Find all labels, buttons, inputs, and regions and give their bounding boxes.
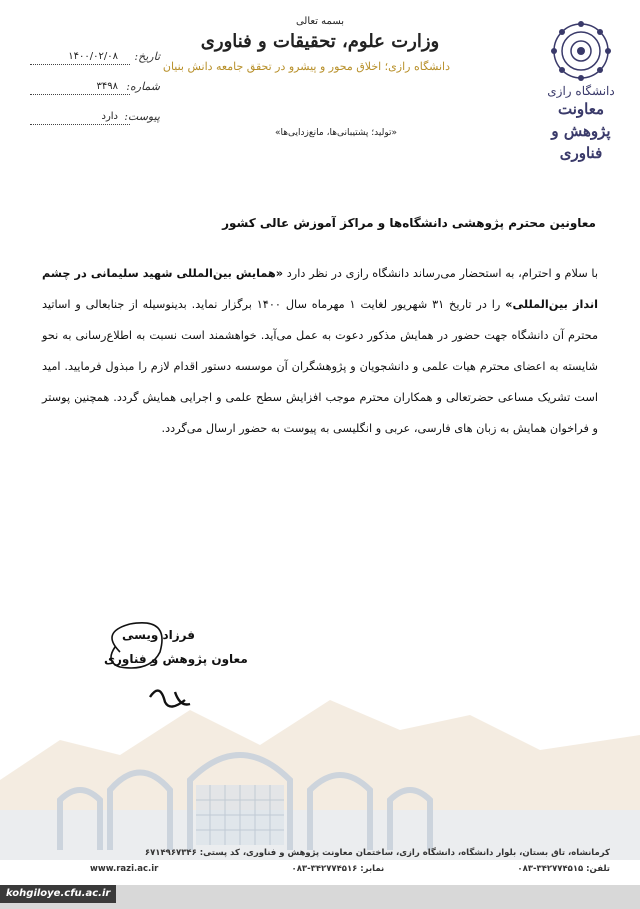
year-motto: «تولید؛ پشتیبانی‌ها، مانع‌زدایی‌ها» bbox=[275, 128, 397, 138]
department-line-1: معاونت bbox=[558, 100, 604, 118]
signer-name: فرزاد ویسی bbox=[122, 628, 195, 642]
attachment-value: دارد bbox=[101, 111, 118, 122]
footer-fax: نمابر: ۳۴۲۷۷۴۵۱۶-۰۸۳ bbox=[291, 864, 385, 874]
letterhead-center bbox=[162, 16, 450, 73]
basmala: بسمه تعالی bbox=[295, 16, 345, 27]
date-row bbox=[30, 46, 160, 76]
signer-title: معاون پژوهش و فناوری bbox=[104, 652, 248, 666]
attachment-label: پیوست: bbox=[124, 110, 160, 123]
university-logo-block bbox=[536, 20, 626, 170]
ministry-title: وزارت علوم، تحقیقات و فناوری bbox=[200, 31, 440, 52]
footer-address: کرمانشاه، تاق بستان، بلوار دانشگاه، دانشگاه رازی، ساختمان معاونت پژوهش و فناوری، کد پستی: ۶۷۱۴۹۶۷۳۴۶ bbox=[144, 848, 610, 858]
event-title: «همایش بین‌المللی شهید سلیمانی در چشم انداز بین‌المللی» bbox=[42, 267, 599, 311]
letter-text-part2: را در تاریخ ۳۱ شهریور لغایت ۱ مهرماه سال ۱۴۰۰ برگزار نماید. بدینوسیله از جنابعالی و اساتید محترم آن دانشگاه جهت حضور در همایش مذکور دعوت به عمل می‌آید. خواهشمند است نسبت به اطلاع‌رسانی به نحو شایسته به اعضای محترم هیات علمی و دانشجویان و پژوهشگران آن موسسه دستور اقدام لازم را مبذول فرمایید. امید است تشریک مساعی حضرتعالی و همکاران محترم موجب افزایش سطح علمی و اجرایی همایش گردد. همچنین پوستر و فراخوان همایش به زبان های فارسی، عربی و انگلیسی به پیوست به حضور ارسال می‌گردد. bbox=[42, 298, 598, 435]
date-value: ۱۴۰۰/۰۲/۰۸ bbox=[68, 51, 118, 62]
number-row bbox=[30, 76, 160, 106]
razi-university-emblem-icon bbox=[550, 20, 612, 82]
number-value: ۳۴۹۸ bbox=[96, 81, 118, 92]
letter-body bbox=[42, 258, 598, 444]
recipient-line: معاونین محترم پژوهشی دانشگاه‌ها و مراکز آموزش عالی کشور bbox=[222, 216, 596, 230]
footer-website[interactable]: www.razi.ac.ir bbox=[90, 864, 159, 874]
date-label: تاریخ: bbox=[134, 50, 160, 63]
number-line bbox=[30, 94, 130, 95]
department-line-2: پژوهش و فناوری bbox=[551, 122, 611, 162]
date-line bbox=[30, 64, 130, 65]
university-name: دانشگاه رازی bbox=[547, 84, 615, 98]
letter-footer bbox=[90, 848, 610, 874]
letter-text-part1: با سلام و احترام، به استحضار می‌رساند دانشگاه رازی در نظر دارد bbox=[283, 267, 598, 280]
letter-meta bbox=[30, 46, 160, 136]
attachment-line bbox=[30, 124, 130, 125]
attachment-row bbox=[30, 106, 160, 136]
number-label: شماره: bbox=[126, 80, 160, 93]
footer-contacts bbox=[90, 864, 610, 874]
university-slogan: دانشگاه رازی؛ اخلاق محور و پیشرو در تحقق جامعه دانش بنیان bbox=[162, 60, 450, 73]
source-watermark-tag[interactable]: kohgiloye.cfu.ac.ir bbox=[0, 885, 116, 903]
letter-paragraph bbox=[42, 258, 598, 444]
footer-phone: تلفن: ۳۴۲۷۷۴۵۱۵-۰۸۳ bbox=[517, 864, 610, 874]
